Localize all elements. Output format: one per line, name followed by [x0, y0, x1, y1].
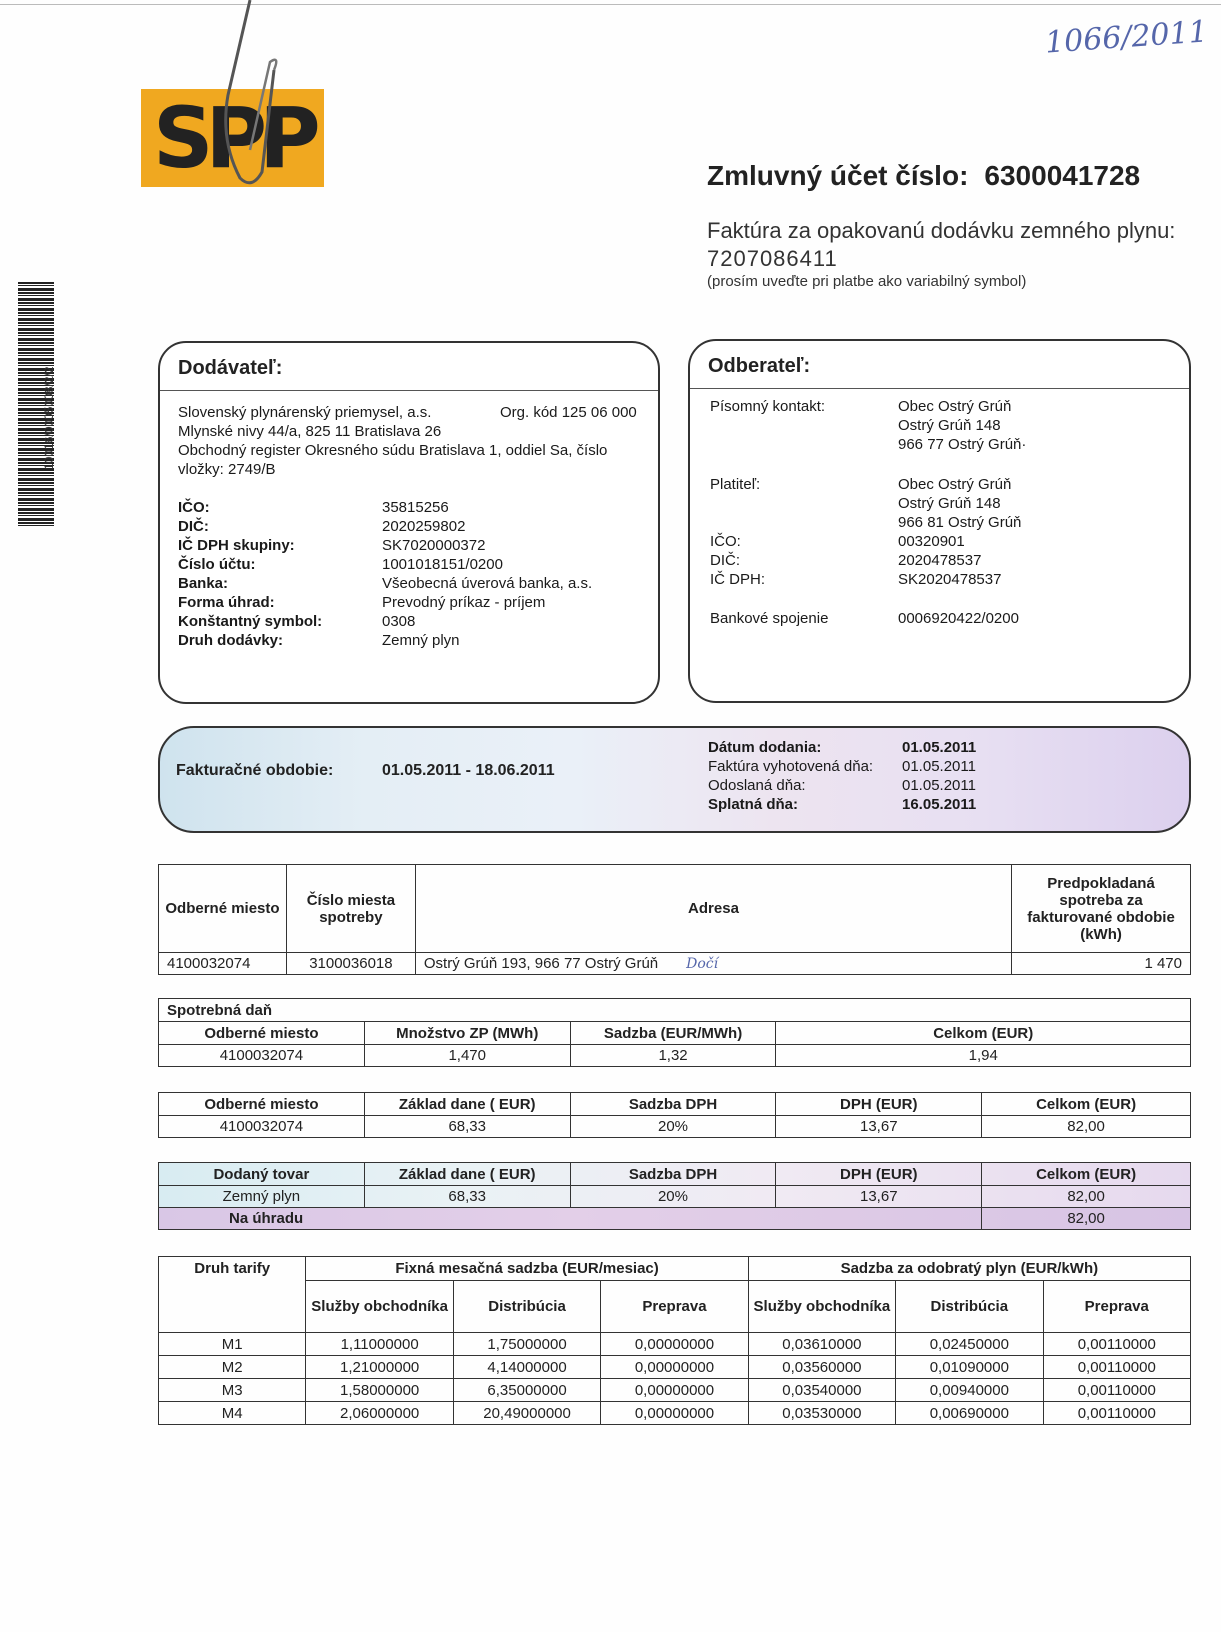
td-tariff-value: 0,00690000: [896, 1402, 1043, 1425]
billing-period-box: [158, 726, 1191, 833]
contact-line-1: Obec Ostrý Grúň: [898, 398, 1012, 415]
td-tariff-value: 0,00000000: [601, 1333, 748, 1356]
tariff-body: [159, 1333, 1191, 1425]
td-goods: Zemný plyn: [159, 1186, 365, 1208]
period-date-value: 01.05.2011: [902, 758, 976, 775]
period-date-label: Odoslaná dňa:: [708, 777, 806, 794]
consumption-place-table: [158, 864, 1191, 975]
td-tariff-value: 20,49000000: [453, 1402, 600, 1425]
handwritten-note: Dočí: [686, 956, 719, 972]
supplier-field-label: IČ DPH skupiny:: [178, 537, 295, 554]
tariff-subheader-row: [159, 1281, 1191, 1333]
excise-tax-table: [158, 998, 1191, 1067]
th-tariff-sub: Distribúcia: [453, 1281, 600, 1333]
td-vat-base: 68,33: [364, 1116, 570, 1138]
contract-label: Zmluvný účet číslo:: [707, 160, 969, 191]
th-goods-vat: DPH (EUR): [776, 1163, 982, 1186]
contract-number: 6300041728: [984, 160, 1141, 191]
bank-value: 0006920422/0200: [898, 610, 1019, 627]
payer-line-2: Ostrý Grúň 148: [898, 495, 1001, 512]
th-place-number: Číslo miesta spotreby: [286, 865, 415, 953]
contract-account-heading: [707, 160, 1140, 192]
customer-dic-value: 2020478537: [898, 552, 982, 569]
vat-table: [158, 1092, 1191, 1138]
td-goods-base: 68,33: [364, 1186, 570, 1208]
supplier-register-1: Obchodný register Okresného súdu Bratislava 1, oddiel Sa, číslo: [178, 442, 608, 459]
customer-icdph-value: SK2020478537: [898, 571, 1002, 588]
td-goods-total: 82,00: [982, 1186, 1191, 1208]
supplier-field-label: Banka:: [178, 575, 229, 592]
td-excise-total: 1,94: [776, 1045, 1191, 1067]
td-place: 4100032074: [159, 953, 287, 975]
period-date-value: 01.05.2011: [902, 739, 977, 756]
period-date-label: Splatná dňa:: [708, 796, 799, 813]
supplier-field-label: DIČ:: [178, 518, 209, 535]
td-tariff-value: 1,21000000: [306, 1356, 453, 1379]
td-excise-place: 4100032074: [159, 1045, 365, 1067]
paperclip-icon: [200, 0, 280, 190]
td-tariff-value: 0,00110000: [1043, 1333, 1190, 1356]
contact-label: Písomný kontakt:: [710, 398, 826, 415]
th-goods-total: Celkom (EUR): [982, 1163, 1191, 1186]
supplier-field-label: Forma úhrad:: [178, 594, 275, 611]
td-vat-rate: 20%: [570, 1116, 776, 1138]
contact-line-3: 966 77 Ostrý Grúň·: [898, 436, 1027, 453]
period-label: Fakturačné obdobie:: [176, 762, 334, 779]
th-tariff-sub: Služby obchodníka: [306, 1281, 453, 1333]
period-date-value: 16.05.2011: [902, 796, 977, 813]
td-tariff-value: 0,00110000: [1043, 1402, 1190, 1425]
period-value: 01.05.2011 - 18.06.2011: [382, 762, 555, 779]
top-border-line: [0, 4, 1221, 5]
td-tariff-name: M3: [159, 1379, 306, 1402]
period-date-label: Faktúra vyhotovená dňa:: [708, 758, 874, 775]
supplier-org-code: Org. kód 125 06 000: [500, 404, 637, 421]
th-excise-amount: Množstvo ZP (MWh): [364, 1022, 570, 1045]
td-tariff-value: 1,58000000: [306, 1379, 453, 1402]
tariff-row: [159, 1402, 1191, 1425]
supplier-field-label: IČO:: [178, 499, 210, 516]
supplier-name: Slovenský plynárenský priemysel, a.s.: [178, 404, 432, 421]
th-tariff-sub: Distribúcia: [896, 1281, 1043, 1333]
th-tariff-sub: Služby obchodníka: [748, 1281, 895, 1333]
supplier-field-value: 1001018151/0200: [382, 556, 503, 573]
th-consumption: Predpokladaná spotreba za fakturované obdobie (kWh): [1012, 865, 1191, 953]
supplier-field-value: Všeobecná úverová banka, a.s.: [382, 575, 593, 592]
th-goods-rate: Sadzba DPH: [570, 1163, 776, 1186]
td-goods-rate: 20%: [570, 1186, 776, 1208]
th-excise-total: Celkom (EUR): [776, 1022, 1191, 1045]
supplier-field-value: 35815256: [382, 499, 449, 516]
th-excise-place: Odberné miesto: [159, 1022, 365, 1045]
td-tariff-value: 0,03610000: [748, 1333, 895, 1356]
supplier-title: Dodávateľ:: [160, 343, 658, 391]
th-vat-rate: Sadzba DPH: [570, 1093, 776, 1116]
td-to-pay-label: Na úhradu: [159, 1208, 982, 1230]
payer-line-1: Obec Ostrý Grúň: [898, 476, 1012, 493]
handwritten-reference: 1066/2011: [1043, 14, 1209, 61]
th-goods-base: Základ dane ( EUR): [364, 1163, 570, 1186]
th-tariff-sub: Preprava: [1043, 1281, 1190, 1333]
td-tariff-value: 0,00000000: [601, 1379, 748, 1402]
logo-text: SPP: [153, 89, 313, 187]
td-vat-total: 82,00: [982, 1116, 1191, 1138]
supplier-field-value: SK7020000372: [382, 537, 486, 554]
supplier-register-2: vložky: 2749/B: [178, 461, 276, 478]
td-excise-rate: 1,32: [570, 1045, 776, 1067]
supplier-address: Mlynské nivy 44/a, 825 11 Bratislava 26: [178, 423, 442, 440]
td-tariff-value: 1,11000000: [306, 1333, 453, 1356]
td-tariff-value: 4,14000000: [453, 1356, 600, 1379]
td-excise-amount: 1,470: [364, 1045, 570, 1067]
td-tariff-value: 0,00000000: [601, 1402, 748, 1425]
supplier-field-label: Druh dodávky:: [178, 632, 284, 649]
td-tariff-value: 0,03530000: [748, 1402, 895, 1425]
tariff-row: [159, 1333, 1191, 1356]
customer-dic-label: DIČ:: [710, 552, 740, 569]
tariff-row: [159, 1356, 1191, 1379]
td-tariff-value: 0,02450000: [896, 1333, 1043, 1356]
period-date-value: 01.05.2011: [902, 777, 976, 794]
supplier-field-label: Číslo účtu:: [178, 556, 256, 573]
payer-label: Platiteľ:: [710, 476, 761, 493]
bank-label: Bankové spojenie: [710, 610, 829, 627]
th-vat-place: Odberné miesto: [159, 1093, 365, 1116]
invoice-note: (prosím uveďte pri platbe ako variabilný symbol): [707, 273, 1027, 290]
th-vat-amount: DPH (EUR): [776, 1093, 982, 1116]
th-fixed-rate: Fixná mesačná sadzba (EUR/mesiac): [306, 1257, 748, 1281]
td-tariff-name: M2: [159, 1356, 306, 1379]
td-tariff-value: 0,03540000: [748, 1379, 895, 1402]
th-place: Odberné miesto: [159, 865, 287, 953]
th-excise-rate: Sadzba (EUR/MWh): [570, 1022, 776, 1045]
barcode-number: 10016/0005008/2/2: [42, 366, 56, 470]
td-tariff-value: 0,01090000: [896, 1356, 1043, 1379]
td-tariff-value: 0,00940000: [896, 1379, 1043, 1402]
th-address: Adresa: [415, 865, 1011, 953]
td-tariff-name: M4: [159, 1402, 306, 1425]
delivered-goods-table: [158, 1162, 1191, 1230]
td-tariff-value: 0,00000000: [601, 1356, 748, 1379]
supplier-field-value: Prevodný príkaz - príjem: [382, 594, 546, 611]
payer-line-3: 966 81 Ostrý Grúň: [898, 514, 1022, 531]
td-tariff-value: 0,03560000: [748, 1356, 895, 1379]
invoice-title: Faktúra za opakovanú dodávku zemného plynu:: [707, 218, 1176, 243]
customer-box: [688, 339, 1191, 703]
td-address: Ostrý Grúň 193, 966 77 Ostrý Grúň Dočí: [415, 953, 1011, 975]
th-consumption-rate: Sadzba za odobratý plyn (EUR/kWh): [748, 1257, 1190, 1281]
th-tariff: Druh tarify: [159, 1257, 306, 1333]
supplier-box: [158, 341, 660, 704]
tariff-table: [158, 1256, 1191, 1425]
customer-ico-label: IČO:: [710, 533, 741, 550]
supplier-field-label: Konštantný symbol:: [178, 613, 323, 630]
td-tariff-value: 6,35000000: [453, 1379, 600, 1402]
td-tariff-value: 0,00110000: [1043, 1379, 1190, 1402]
customer-title: Odberateľ:: [690, 341, 1189, 389]
period-date-label: Dátum dodania:: [708, 739, 822, 756]
td-place-number: 3100036018: [286, 953, 415, 975]
supplier-field-value: 0308: [382, 613, 416, 630]
customer-ico-value: 00320901: [898, 533, 965, 550]
td-vat-place: 4100032074: [159, 1116, 365, 1138]
supplier-field-value: 2020259802: [382, 518, 466, 535]
th-vat-base: Základ dane ( EUR): [364, 1093, 570, 1116]
customer-icdph-label: IČ DPH:: [710, 571, 766, 588]
th-tariff-sub: Preprava: [601, 1281, 748, 1333]
td-goods-vat: 13,67: [776, 1186, 982, 1208]
td-tariff-value: 1,75000000: [453, 1333, 600, 1356]
td-tariff-name: M1: [159, 1333, 306, 1356]
td-consumption: 1 470: [1012, 953, 1191, 975]
supplier-field-value: Zemný plyn: [382, 632, 460, 649]
td-to-pay-value: 82,00: [982, 1208, 1191, 1230]
th-vat-total: Celkom (EUR): [982, 1093, 1191, 1116]
invoice-number: 7207086411: [707, 246, 838, 271]
th-goods: Dodaný tovar: [159, 1163, 365, 1186]
excise-title: Spotrebná daň: [159, 999, 1191, 1022]
td-tariff-value: 2,06000000: [306, 1402, 453, 1425]
tariff-row: [159, 1379, 1191, 1402]
contact-line-2: Ostrý Grúň 148: [898, 417, 1001, 434]
td-tariff-value: 0,00110000: [1043, 1356, 1190, 1379]
td-vat-amount: 13,67: [776, 1116, 982, 1138]
